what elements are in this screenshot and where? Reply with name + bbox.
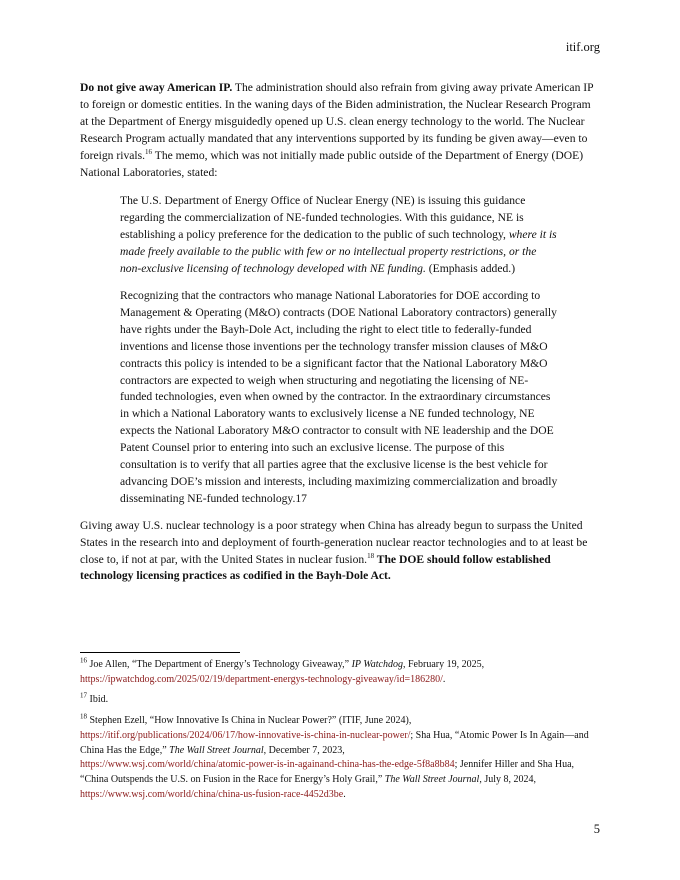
footnote-text: , February 19, 2025, [402, 659, 485, 670]
paragraph-conclusion [80, 518, 600, 586]
footnote-text: , December 7, 2023, [263, 744, 345, 756]
footnote-ref-16[interactable]: 16 [145, 147, 153, 156]
footnote-link[interactable]: https://www.wsj.com/world/china/china-us-fusion-race-4452d3be [80, 788, 344, 800]
footnote-publication: IP Watchdog [351, 659, 403, 670]
footnote-text: Ibid. [87, 694, 109, 706]
footnote-number: 18 [80, 712, 87, 721]
paragraph-text: Giving away U.S. nuclear technology is a poor strategy when China has already begun to surpass the United States in the research into and deployment of fourth-generation nuclear reactor technologies and to at least be close to, if not at par, with the United States in nuclear fusion. [80, 518, 588, 566]
footnote-text: Stephen Ezell, “How Innovative Is China in Nuclear Power?” (ITIF, June 2024), [87, 715, 412, 727]
site-header: itif.org [565, 40, 600, 54]
lead-heading: Do not give away American IP. [80, 81, 233, 94]
main-body [80, 80, 600, 585]
footnote-18 [80, 714, 600, 802]
footnote-link[interactable]: https://ipwatchdog.com/2025/02/19/department-energys-technology-giveaway/id=186280/ [80, 673, 443, 685]
footnote-number: 17 [80, 692, 87, 701]
quote-emphasis: where it is made freely available to the public with few or no intellectual property restrictions, or the non-exclusive licensing of technology developed with NE funding. [120, 228, 557, 276]
footnote-ref-18[interactable]: 18 [367, 551, 375, 560]
footnote-text: , July 8, 2024, [479, 773, 536, 785]
footnote-text: . [442, 673, 446, 685]
page-number: 5 [593, 822, 600, 836]
paragraph-intro [80, 80, 600, 181]
quote-paragraph-2: Recognizing that the contractors who manage National Laboratories for DOE according to Management & Operating (M&O) contracts (DOE National Laboratory contractors) generally have rights under the Bayh-Dole Act, including the right to elect title to federally-funded inventions and license those inventions per the technology transfer mission clauses of M&O contracts this policy is intended to be a significant factor that the National Laboratory M&O contractors are expected to weigh when structuring and negotiating the licensing of NE-funded technologies, even when owned by the contractor. In the extraordinary circumstances in which a National Laboratory wants to exclusively license a NE funded technology, NE expects the National Laboratory M&O contractor to consult with NE leadership and the DOE Patent Counsel prior to entering into such an exclusive license. The purpose of this consultation is to verify that all parties agree that the exclusive license is the best vehicle for advancing DOE’s mission and interests, including maximizing commercialization and broadly disseminating NE-funded technology.17 [120, 288, 558, 505]
paragraph-text-continued: The memo, which was not initially made public outside of the Department of Energy (DOE) National Laboratories, stated: [80, 148, 584, 179]
block-quote [120, 193, 560, 507]
footnote-divider [80, 652, 240, 653]
quote-paragraph-1 [120, 193, 560, 278]
footnote-text: Joe Allen, “The Department of Energy’s Technology Giveaway,” [87, 659, 352, 670]
footnote-number: 16 [80, 656, 87, 665]
footnote-publication: The Wall Street Journal [384, 773, 480, 785]
quote-text: The U.S. Department of Energy Office of Nuclear Energy (NE) is issuing this guidance regarding the commercialization of NE-funded technologies. With this guidance, NE is establishing a policy preference for the dedication to the public of such technology, [120, 194, 526, 242]
footnote-text: . [343, 788, 346, 800]
footnote-publication: The Wall Street Journal [169, 744, 264, 756]
footnote-link[interactable]: https://itif.org/publications/2024/06/17/how-innovative-is-china-in-nuclear-power/ [80, 729, 411, 741]
footnotes [80, 658, 600, 808]
bold-recommendation: The DOE should follow established technology licensing practices as codified in the Bayh-Dole Act. [80, 552, 551, 583]
footnote-text: ; Jennifer Hiller and Sha Hua, “China Outspends the U.S. on Fusion in the Race for Energy’s Holy Grail,” [80, 759, 575, 785]
footnote-17 [80, 693, 600, 708]
paragraph-text: The administration should also refrain from giving away private American IP to foreign or domestic entities. In the waning days of the Biden administration, the Nuclear Research Program at the Department of Energy misguidedly opened up U.S. clean energy technology to the world. The Nuclear Research Program actually mandated that any interventions supported by its funding be given away—even to foreign rivals. [80, 81, 594, 162]
footnote-16 [80, 658, 600, 687]
quote-tail: (Emphasis added.) [425, 262, 516, 276]
footnote-link[interactable]: https://www.wsj.com/world/china/atomic-power-is-in-againand-china-has-the-edge-5f8a8b84 [80, 759, 455, 771]
footnote-text: ; Sha Hua, “Atomic Power Is In Again—and China Has the Edge,” [80, 729, 589, 756]
